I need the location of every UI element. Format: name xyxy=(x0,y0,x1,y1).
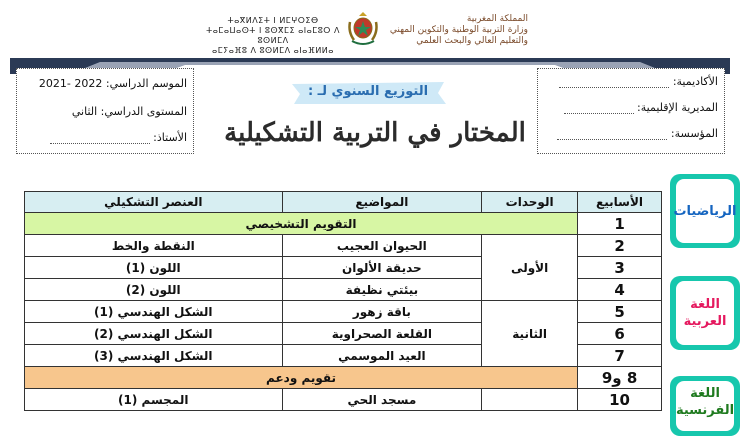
season-value: 2021- 2022 xyxy=(38,77,103,90)
topic-cell: العيد الموسمي xyxy=(282,345,482,367)
institution-label: المؤسسة: xyxy=(670,127,718,140)
week-cell: 1 xyxy=(578,213,662,235)
topic-cell: مسجد الحي xyxy=(282,389,482,411)
season-row xyxy=(39,77,187,90)
header-topics: المواضيع xyxy=(282,192,482,213)
tab-math-label: الرياضيات xyxy=(676,179,734,243)
topic-cell: القلعة الصحراوية xyxy=(282,323,482,345)
topic-cell: حديقة الألوان xyxy=(282,257,482,279)
arabic-line-1: المملكة المغربية xyxy=(466,14,528,24)
subtitle-text: التوزيع السنوي لـ : xyxy=(307,84,429,99)
table-row xyxy=(25,389,662,411)
week-cell: 8 و9 xyxy=(578,367,662,389)
academy-dots xyxy=(559,77,669,88)
arabic-line-3: والتعليم العالي والبحث العلمي xyxy=(416,36,528,46)
element-cell: الشكل الهندسي (3) xyxy=(25,345,283,367)
table-header-row xyxy=(25,192,662,213)
academy-row xyxy=(559,75,718,88)
directorate-row xyxy=(564,101,718,114)
topic-cell: الحيوان العجيب xyxy=(282,235,482,257)
directorate-label: المديرية الإقليمية: xyxy=(637,101,718,114)
element-cell: النقطة والخط xyxy=(25,235,283,257)
tab-arabic[interactable] xyxy=(670,276,740,350)
week-cell: 3 xyxy=(578,257,662,279)
tifinagh-line-2: ⵜⴰⵎⴰⵡⴰⵙⵜ ⵏ ⵓⵙⴳⵎⵉ ⴰⵏⴰⵎⵓⵔ ⴷ ⵓⵙⵍⵎⴷ xyxy=(206,26,340,45)
element-cell: اللون (1) xyxy=(25,257,283,279)
unit-cell: الأولى xyxy=(482,235,578,301)
level-row xyxy=(72,105,187,118)
week-cell: 5 xyxy=(578,301,662,323)
week-cell: 6 xyxy=(578,323,662,345)
subtitle-ribbon xyxy=(288,80,448,106)
tifinagh-line-1: ⵜⴰⴳⵍⴷⵉⵜ ⵏ ⵍⵎⵖⵔⵉⴱ xyxy=(227,16,319,25)
week-cell: 4 xyxy=(578,279,662,301)
week-cell: 10 xyxy=(578,389,662,411)
arabic-line-2: وزارة التربية الوطنية والتكوين المهني xyxy=(389,25,528,35)
week-cell: 2 xyxy=(578,235,662,257)
kingdom-emblem-icon xyxy=(346,10,380,48)
topic-cell: باقة زهور xyxy=(282,301,482,323)
teacher-label: الأستاذ: xyxy=(153,131,187,144)
unit-cell: الثانية xyxy=(482,301,578,367)
header-weeks: الأسابيع xyxy=(578,192,662,213)
topic-cell: بيئتي نظيفة xyxy=(282,279,482,301)
table-row xyxy=(25,301,662,323)
annual-distribution-table xyxy=(24,191,662,411)
tab-arabic-label: اللغة العربية xyxy=(676,281,734,345)
table-row xyxy=(25,235,662,257)
element-cell: المجسم (1) xyxy=(25,389,283,411)
element-cell: الشكل الهندسي (1) xyxy=(25,301,283,323)
header-element: العنصر التشكيلي xyxy=(25,192,283,213)
season-label: الموسم الدراسي: xyxy=(105,77,187,90)
tab-math[interactable] xyxy=(670,174,740,248)
header-units: الوحدات xyxy=(482,192,578,213)
review-cell: تقويم ودعم xyxy=(25,367,578,389)
tifinagh-line-3: ⴰⵎⵢⴰⴼⵓ ⴷ ⵓⵙⵍⵎⴷ ⴰⵏⴰⴼⵍⵍⴰ xyxy=(212,46,334,55)
tab-french-label: اللغة الفرنسية xyxy=(676,381,734,431)
diagnostic-cell: التقويم التشخيصي xyxy=(25,213,578,235)
academy-label: الأكاديمية: xyxy=(672,75,718,88)
element-cell: اللون (2) xyxy=(25,279,283,301)
table-row xyxy=(25,367,662,389)
ministry-arabic xyxy=(388,14,528,47)
element-cell: الشكل الهندسي (2) xyxy=(25,323,283,345)
level-label: المستوى الدراسي: الثاني xyxy=(71,105,187,118)
directorate-dots xyxy=(564,103,634,114)
page-title: المختار في التربية التشكيلية xyxy=(224,118,526,148)
unit-cell xyxy=(482,389,578,411)
teacher-dots xyxy=(50,133,150,144)
table-row xyxy=(25,213,662,235)
week-cell: 7 xyxy=(578,345,662,367)
tab-french[interactable] xyxy=(670,376,740,436)
ministry-tifinagh xyxy=(203,16,343,56)
